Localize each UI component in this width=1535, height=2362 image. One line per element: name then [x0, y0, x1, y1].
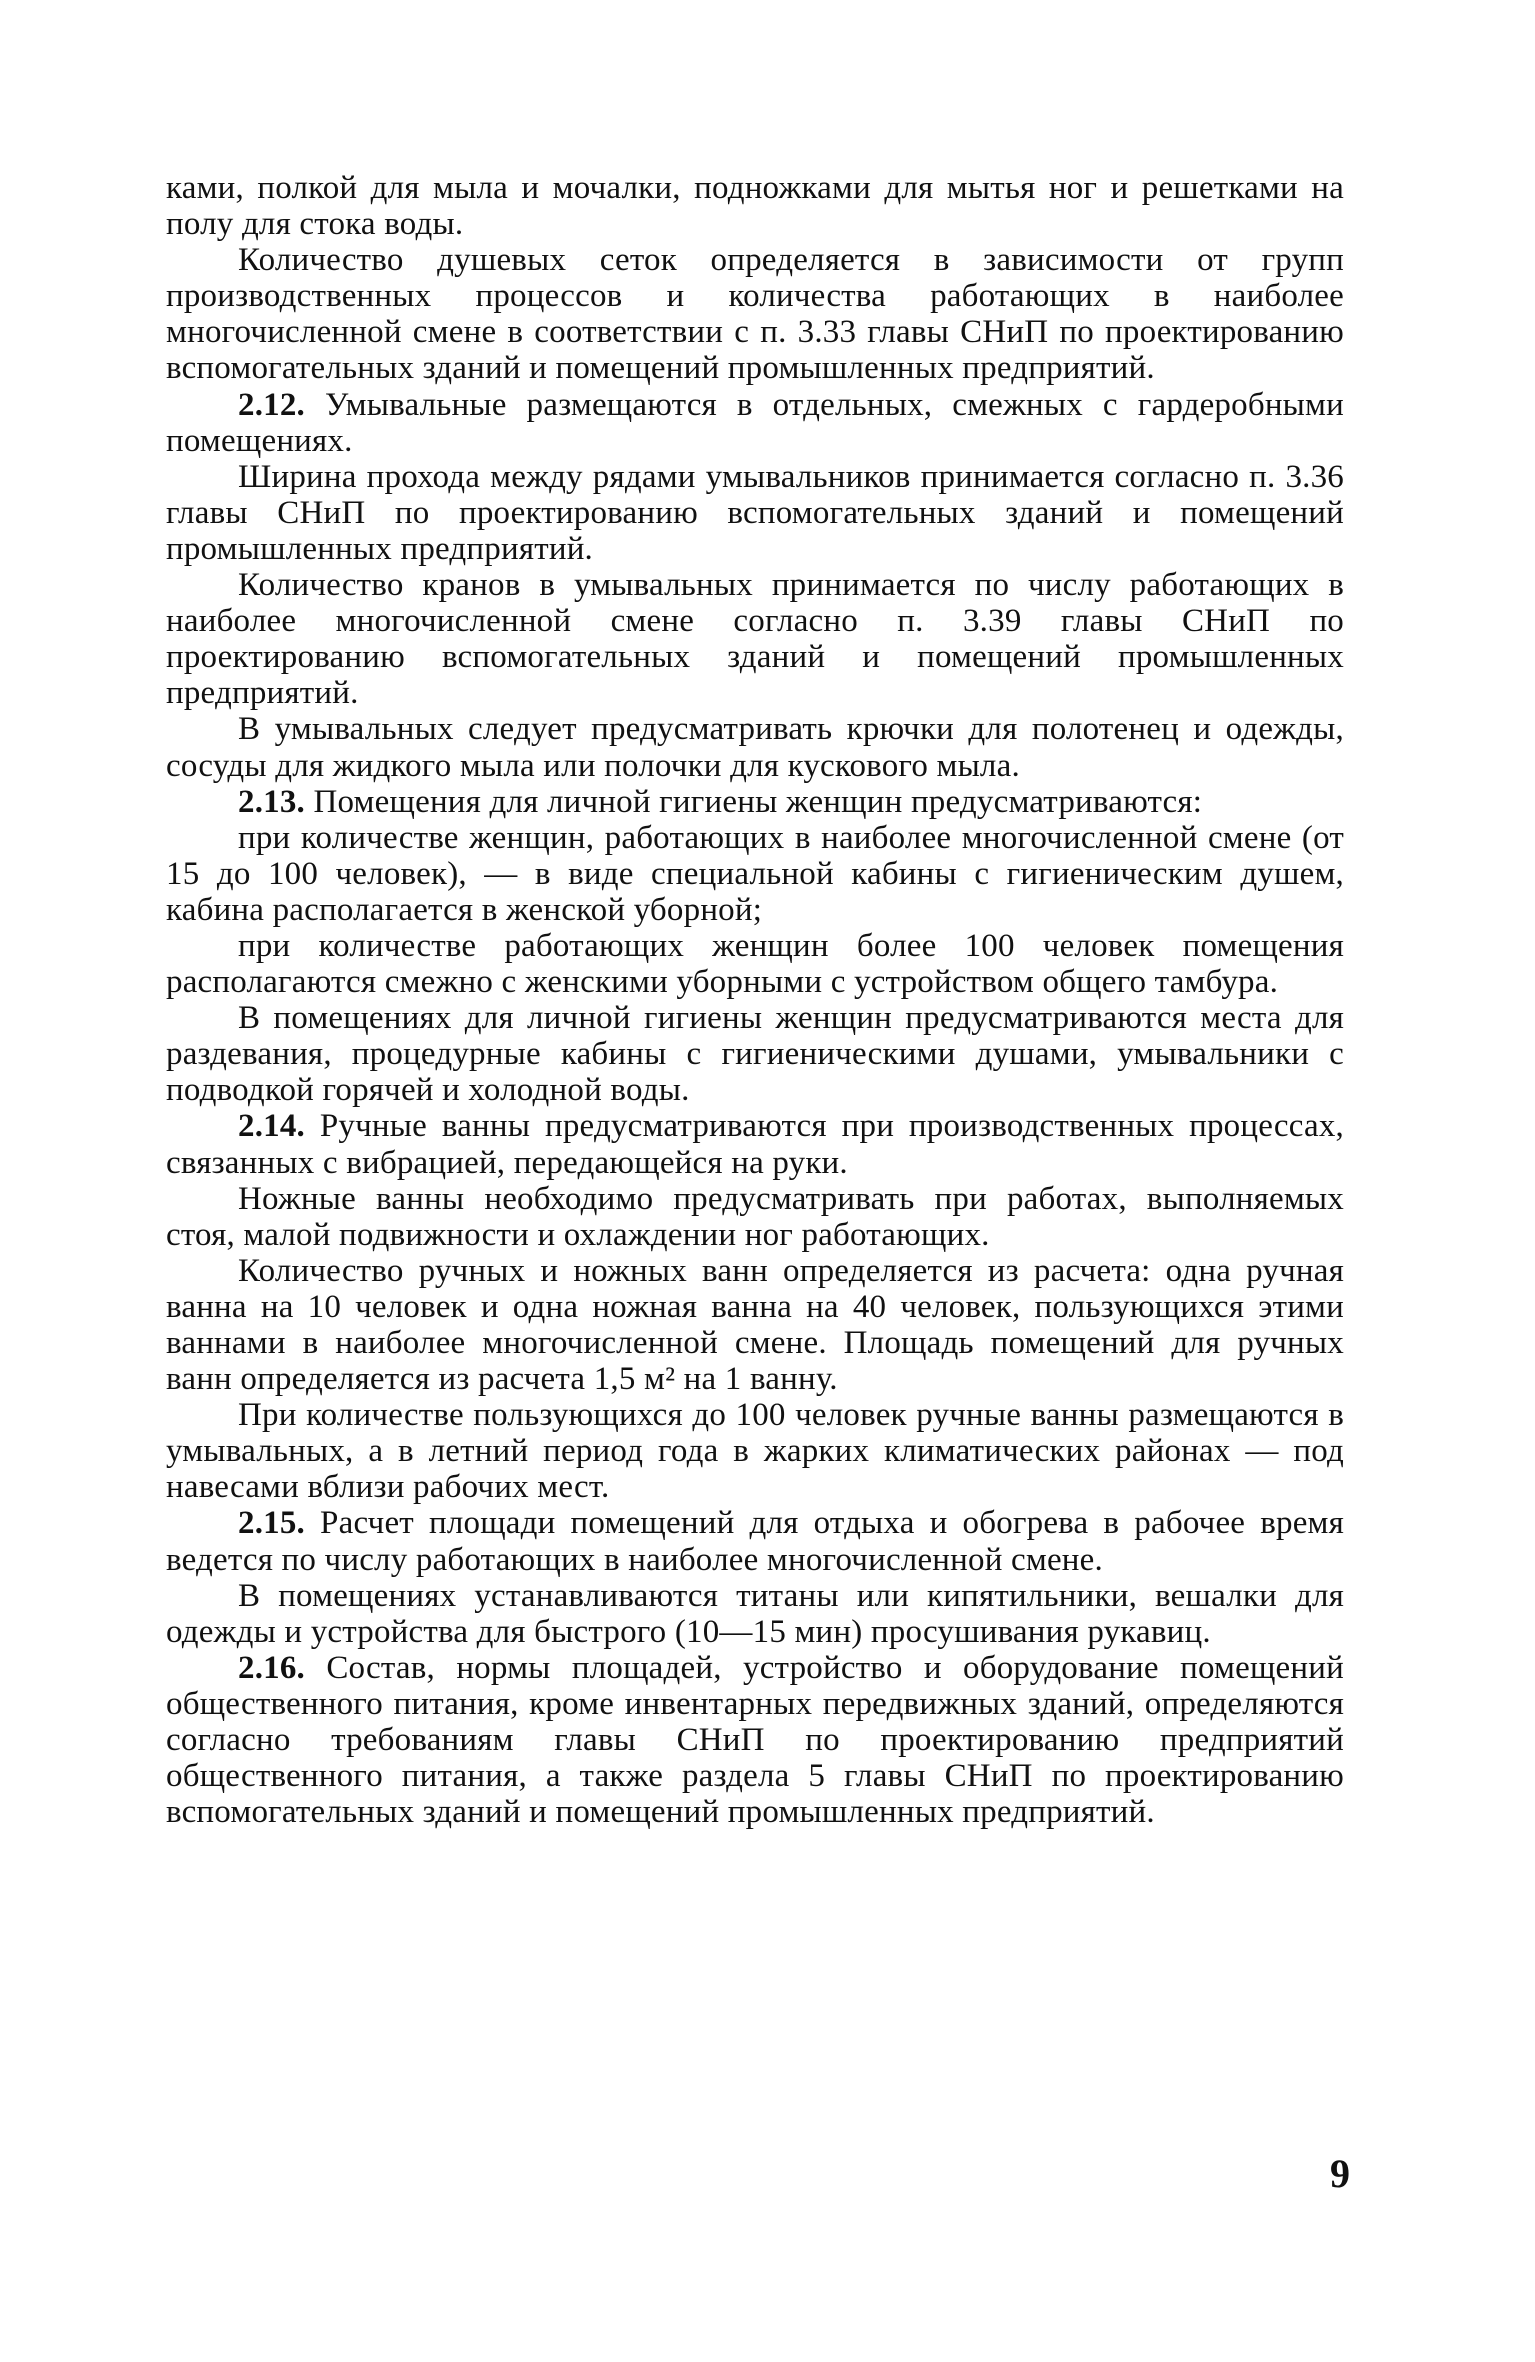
paragraph-16 [166, 1578, 1344, 1650]
paragraph-8-text: при количестве женщин, работающих в наиболее многочисленной смене (от 15 до 100 человек), — в виде специальной кабины с гигиеническим душем, кабина располагается в женской уборной; [166, 819, 1344, 928]
paragraph-12 [166, 1181, 1344, 1253]
paragraph-17-text: Состав, нормы площадей, устройство и оборудование помещений общественного питания, кроме инвентарных передвижных зданий, определяются согласно требованиям главы СНиП по проектированию предприятий общественного питания, а также раздела 5 главы СНиП по проектированию вспомогательных зданий и помещений промышленных предприятий. [166, 1649, 1344, 1831]
clause-number-2-12: 2.12. [238, 386, 305, 423]
paragraph-13-text: Количество ручных и ножных ванн определяется из расчета: одна ручная ванна на 10 человек и одна ножная ванна на 40 человек, пользующихся этими ваннами в наиболее многочисленной смене. Площадь помещений для ручных ванн определяется из расчета 1,5 м² на 1 ванну. [166, 1252, 1344, 1398]
paragraph-2 [166, 242, 1344, 386]
paragraph-2-text: Количество душевых сеток определяется в зависимости от групп производственных процессов и количества работающих в наиболее многочисленной смене в соответствии с п. 3.33 главы СНиП по проектированию вспомогательных зданий и помещений промышленных предприятий. [166, 242, 1344, 387]
paragraph-13 [166, 1253, 1344, 1397]
paragraph-9 [166, 928, 1344, 1000]
page-number: 9 [1330, 2151, 1350, 2196]
paragraph-12-text: Ножные ванны необходимо предусматривать при работах, выполняемых стоя, малой подвижности и охлаждении ног работающих. [166, 1180, 1344, 1253]
document-page [166, 170, 1344, 1830]
clause-number-2-13: 2.13. [238, 783, 305, 820]
paragraph-3 [166, 387, 1344, 459]
paragraph-14 [166, 1397, 1344, 1505]
clause-number-2-15: 2.15. [238, 1505, 305, 1542]
paragraph-3-text: Умывальные размещаются в отдельных, смежных с гардеробными помещениях. [166, 386, 1344, 459]
clause-number-2-16: 2.16. [238, 1649, 305, 1686]
paragraph-4-text: Ширина прохода между рядами умывальников принимается согласно п. 3.36 главы СНиП по проектированию вспомогательных зданий и помещений промышленных предприятий. [166, 458, 1344, 567]
paragraph-5-text: Количество кранов в умывальных принимается по числу работающих в наиболее многочисленной смене согласно п. 3.39 главы СНиП по проектированию вспомогательных зданий и помещений промышленных предприятий. [166, 567, 1344, 712]
paragraph-11-text: Ручные ванны предусматриваются при производственных процессах, связанных с вибрацией, передающейся на руки. [166, 1108, 1344, 1181]
paragraph-16-text: В помещениях устанавливаются титаны или кипятильники, вешалки для одежды и устройства для быстрого (10—15 мин) просушивания рукавиц. [166, 1577, 1344, 1650]
paragraph-15-text: Расчет площади помещений для отдыха и обогрева в рабочее время ведется по числу работающих в наиболее многочисленной смене. [166, 1505, 1344, 1578]
paragraph-11 [166, 1108, 1344, 1180]
paragraph-4 [166, 459, 1344, 567]
paragraph-7 [166, 784, 1344, 820]
paragraph-9-text: при количестве работающих женщин более 100 человек помещения располагаются смежно с женскими уборными с устройством общего тамбура. [166, 927, 1344, 1001]
paragraph-17 [166, 1650, 1344, 1830]
paragraph-1-text: ками, полкой для мыла и мочалки, подножками для мытья ног и решетками на полу для стока воды. [166, 170, 1344, 243]
clause-number-2-14: 2.14. [238, 1108, 305, 1145]
paragraph-15 [166, 1505, 1344, 1577]
paragraph-8 [166, 820, 1344, 928]
paragraph-10 [166, 1000, 1344, 1108]
paragraph-14-text: При количестве пользующихся до 100 человек ручные ванны размещаются в умывальных, а в летний период года в жарких климатических районах — под навесами вблизи рабочих мест. [166, 1397, 1344, 1506]
paragraph-7-text: Помещения для личной гигиены женщин предусматриваются: [305, 783, 1203, 820]
paragraph-6 [166, 711, 1344, 783]
paragraph-6-text: В умывальных следует предусматривать крючки для полотенец и одежды, сосуды для жидкого мыла или полочки для кускового мыла. [166, 711, 1344, 784]
paragraph-1 [166, 170, 1344, 242]
paragraph-5 [166, 567, 1344, 711]
paragraph-10-text: В помещениях для личной гигиены женщин предусматриваются места для раздевания, процедурные кабины с гигиеническими душами, умывальники с подводкой горячей и холодной воды. [166, 1000, 1344, 1109]
